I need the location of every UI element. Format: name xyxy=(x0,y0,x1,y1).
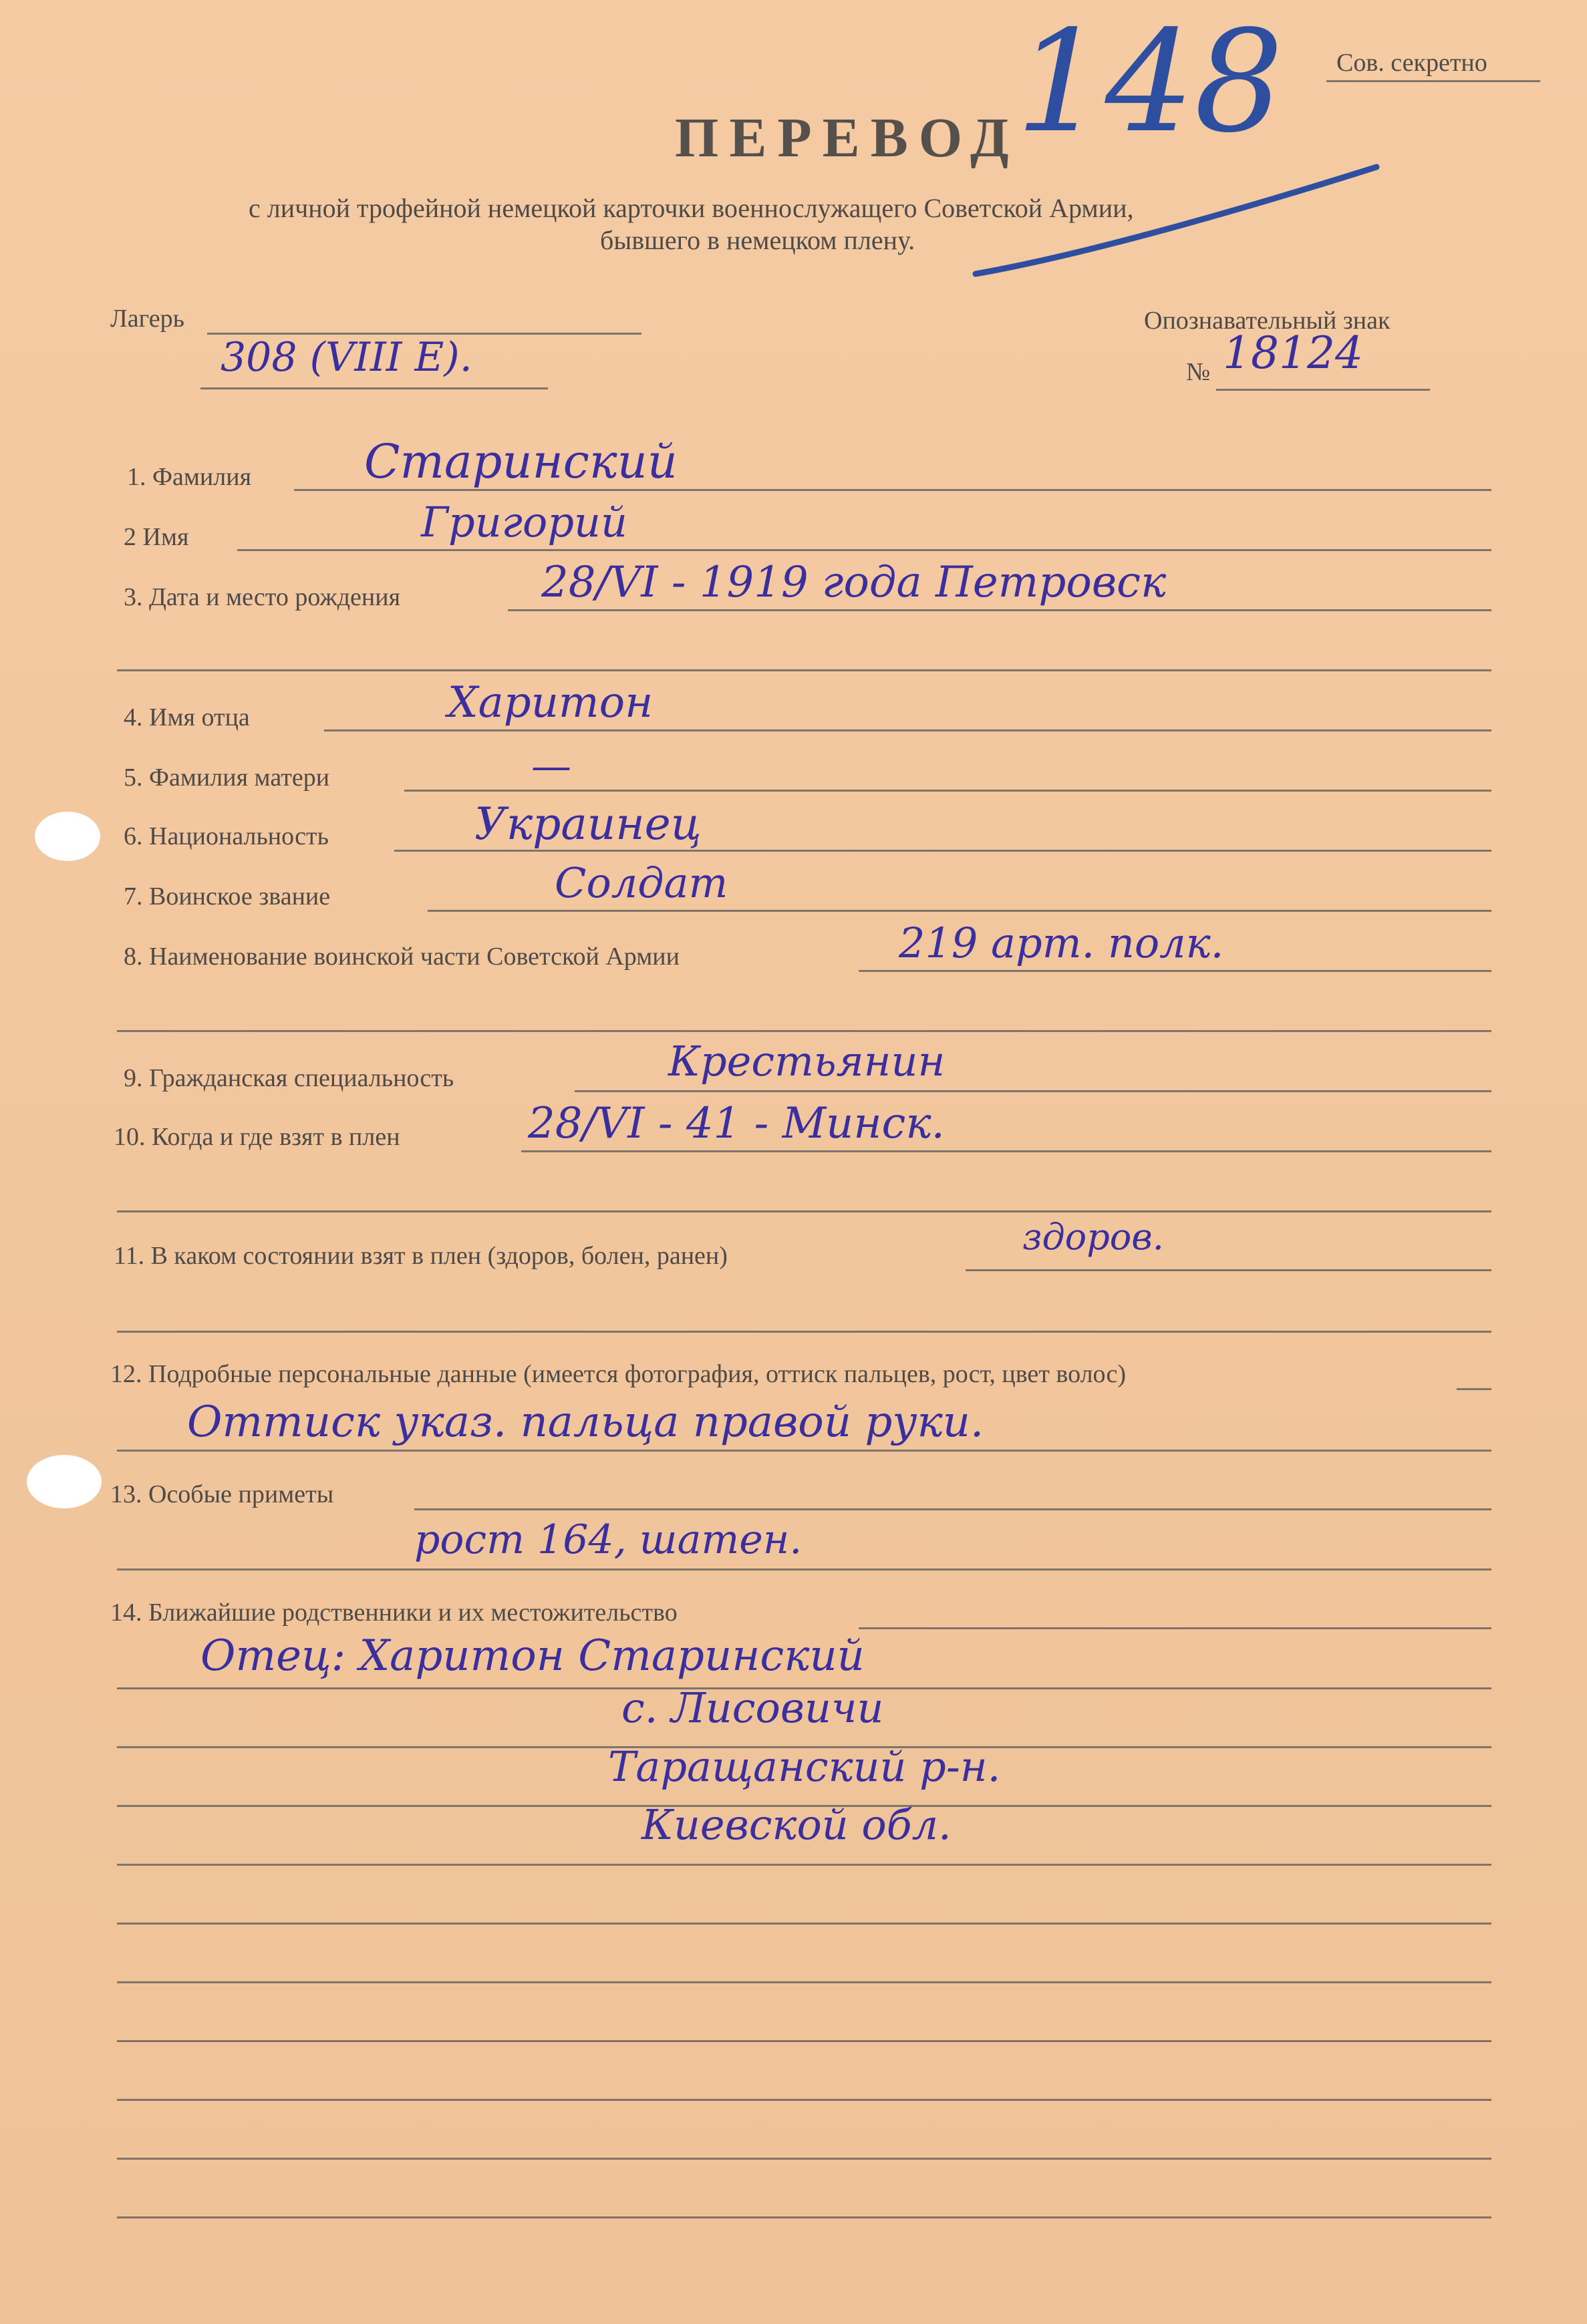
field-9-label: 9. Гражданская специальность xyxy=(124,1064,454,1092)
field-8-line-2 xyxy=(117,1030,1491,1032)
field-11-line xyxy=(966,1269,1491,1271)
field-7-line xyxy=(428,910,1491,912)
field-12-label: 12. Подробные персональные данные (имеется фотография, оттиск пальцев, рост, цвет волос) xyxy=(110,1360,1126,1388)
field-14-value-line3: Таращанский р-н. xyxy=(608,1742,1001,1791)
field-1-line xyxy=(294,489,1491,491)
camp-label: Лагерь xyxy=(110,305,184,333)
field-14-value-line2: с. Лисовичи xyxy=(621,1683,884,1732)
field-5-line xyxy=(404,790,1491,792)
field-14-line-5 xyxy=(117,1864,1491,1866)
field-13-line xyxy=(414,1508,1491,1510)
field-4-line xyxy=(324,729,1491,731)
field-7-label: 7. Воинское звание xyxy=(124,882,331,910)
field-11-label: 11. В каком состоянии взят в плен (здоров, болен, ранен) xyxy=(114,1242,728,1270)
field-3-line xyxy=(508,609,1491,611)
field-3-line-2 xyxy=(117,669,1491,671)
field-11-value: здоров. xyxy=(1022,1216,1164,1258)
field-14-label: 14. Ближайшие родственники и их местожительство xyxy=(110,1599,678,1627)
field-8-value: 219 арт. полк. xyxy=(899,919,1224,967)
sheet-number-strike-icon xyxy=(969,160,1383,294)
field-14-line-8 xyxy=(117,2040,1491,2042)
field-14-line-7 xyxy=(117,1981,1491,1983)
field-8-line xyxy=(859,970,1491,972)
field-14-value-line1: Отец: Харитон Старинский xyxy=(200,1631,865,1681)
field-14-line xyxy=(859,1627,1491,1629)
camp-value-line xyxy=(200,387,548,389)
camp-value: 308 (VIII E). xyxy=(221,334,472,381)
field-14-line-10 xyxy=(117,2158,1491,2160)
field-10-line xyxy=(521,1150,1491,1152)
field-13-label: 13. Особые приметы xyxy=(110,1480,334,1508)
tag-value: 18124 xyxy=(1223,327,1363,379)
field-10-label: 10. Когда и где взят в плен xyxy=(114,1123,400,1151)
field-14-line-6 xyxy=(117,1923,1491,1925)
field-14-value-line4: Киевской обл. xyxy=(641,1800,952,1849)
punch-hole-top xyxy=(35,812,100,861)
field-9-value: Крестьянин xyxy=(668,1037,946,1086)
classification-stamp: Сов. секретно xyxy=(1336,49,1487,77)
field-2-label: 2 Имя xyxy=(124,523,189,551)
field-10-line-2 xyxy=(117,1210,1491,1212)
punch-hole-bottom xyxy=(27,1455,102,1508)
field-2-line xyxy=(237,549,1491,551)
field-14-line-9 xyxy=(117,2099,1491,2101)
field-12-value: Оттиск указ. пальца правой руки. xyxy=(187,1397,984,1447)
field-11-line-2 xyxy=(117,1331,1491,1333)
field-1-label: 1. Фамилия xyxy=(127,463,252,491)
sheet-number: 148 xyxy=(1016,0,1284,164)
field-12-line-2 xyxy=(117,1450,1491,1452)
document-subtitle-line1: с личной трофейной немецкой карточки военнослужащего Советской Армии, xyxy=(249,193,1134,223)
tag-prefix: № xyxy=(1186,358,1211,386)
field-4-label: 4. Имя отца xyxy=(124,703,250,731)
field-3-label: 3. Дата и место рождения xyxy=(124,583,401,611)
field-7-value: Солдат xyxy=(555,858,728,907)
field-6-label: 6. Национальность xyxy=(124,822,329,850)
field-2-value: Григорий xyxy=(421,498,627,546)
field-14-line-11 xyxy=(117,2216,1491,2218)
field-8-label: 8. Наименование воинской части Советской Армии xyxy=(124,943,680,971)
tag-label: Опознавательный знак xyxy=(1144,307,1391,335)
field-1-value: Старинский xyxy=(364,434,678,489)
document-title: ПЕРЕВОД xyxy=(675,107,1020,169)
field-5-label: 5. Фамилия матери xyxy=(124,764,330,792)
tag-line xyxy=(1216,389,1430,391)
field-6-value: Украинец xyxy=(474,798,702,850)
field-13-value: рост 164, шатен. xyxy=(414,1516,803,1563)
field-6-line xyxy=(394,850,1491,852)
field-9-line xyxy=(575,1090,1491,1092)
field-13-line-2 xyxy=(117,1568,1491,1570)
field-3-value: 28/VI - 1919 года Петровск xyxy=(541,558,1167,607)
classification-underline xyxy=(1326,80,1540,82)
field-10-value: 28/VI - 41 - Минск. xyxy=(528,1099,945,1148)
field-12-line xyxy=(1457,1388,1491,1390)
field-5-value: — xyxy=(531,743,571,790)
document-subtitle-line2: бывшего в немецком плену. xyxy=(600,225,915,255)
field-4-value: Харитон xyxy=(448,678,654,727)
